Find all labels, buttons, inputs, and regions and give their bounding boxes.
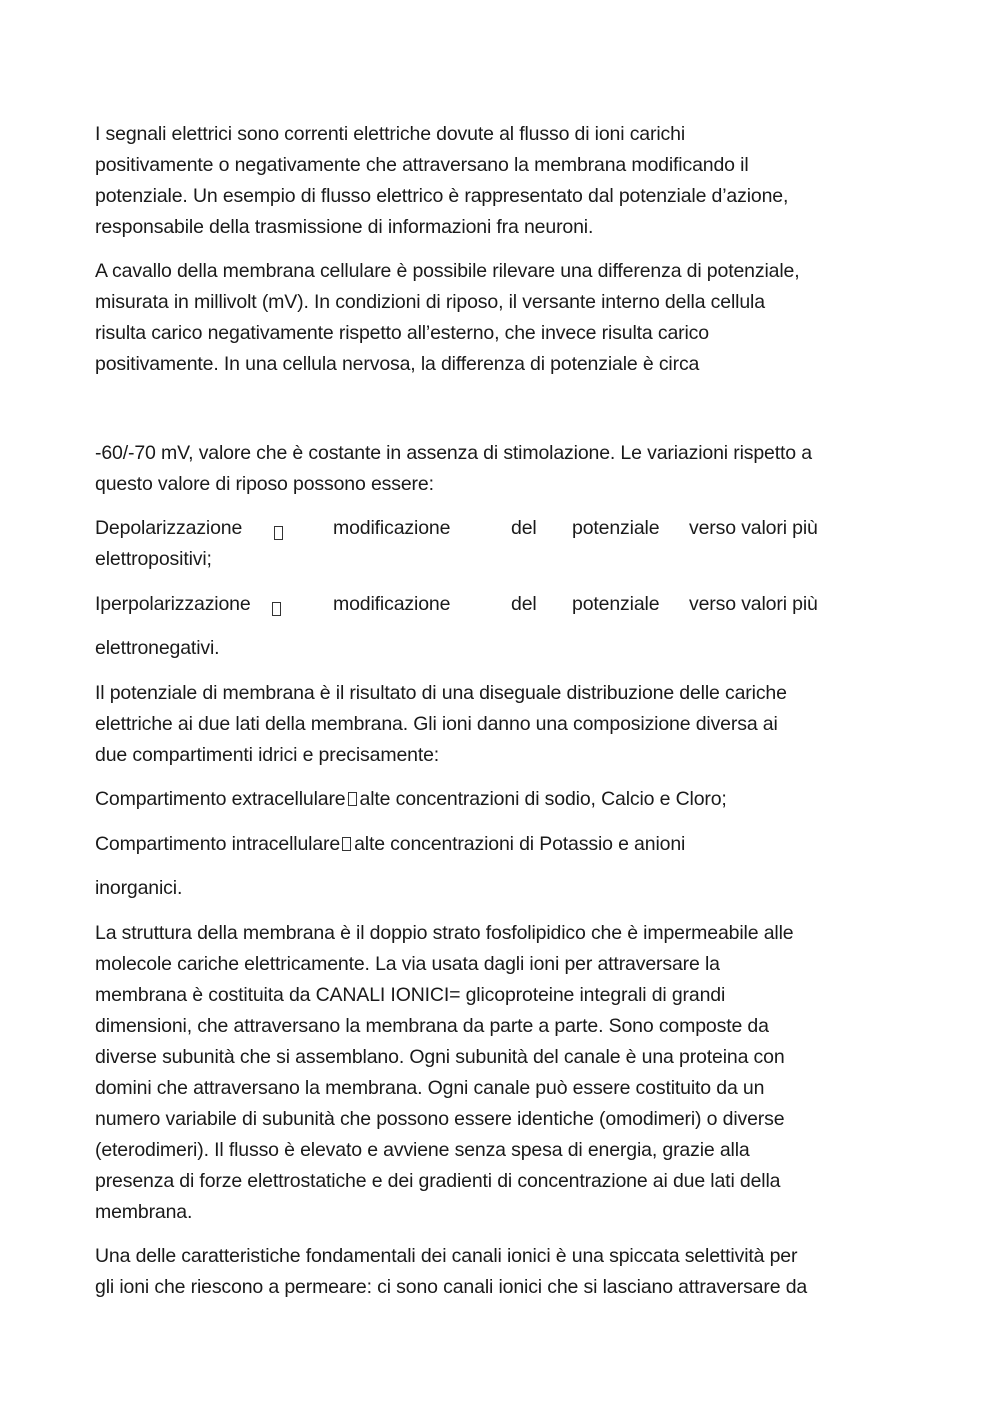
text-line: elettriche ai due lati della membrana. Gli ioni danno una composizione diversa ai [95,713,778,735]
text-line: positivamente o negativamente che attraversano la membrana modificando il [95,154,749,176]
compartment-term: Compartimento intracellulare [95,833,341,855]
text-line: risulta carico negativamente rispetto all’esterno, che invece risulta carico [95,322,709,344]
text-line: due compartimenti idrici e precisamente: [95,744,440,766]
arrow-glyph-icon [274,526,283,540]
text-line: potenziale. Un esempio di flusso elettrico è rappresentato dal potenziale d’azione, [95,185,789,207]
text-line: positivamente. In una cellula nervosa, la differenza di potenziale è circa [95,353,700,375]
text-line: La struttura della membrana è il doppio strato fosfolipidico che è impermeabile alle [95,922,794,944]
definition-word: modificazione [333,517,451,539]
arrow-glyph-icon [272,602,281,616]
text-line: gli ioni che riescono a permeare: ci sono canali ionici che si lasciano attraversare da [95,1276,808,1298]
text-line: dimensioni, che attraversano la membrana da parte a parte. Sono composte da [95,1015,769,1037]
text-line: numero variabile di subunità che possono essere identiche (omodimeri) o diverse [95,1108,785,1130]
text-line: diverse subunità che si assemblano. Ogni subunità del canale è una proteina con [95,1046,785,1068]
definition-word: verso valori più [689,517,818,539]
compartment-intracellular [95,832,685,856]
text-line: membrana è costituita da CANALI IONICI= glicoproteine integrali di grandi [95,984,726,1006]
arrow-glyph-icon [348,792,357,806]
compartment-description: alte concentrazioni di Potassio e anioni [354,833,686,855]
definition-word: del [511,593,537,615]
text-line: molecole cariche elettricamente. La via usata dagli ioni per attraversare la [95,953,720,975]
definition-word: verso valori più [689,593,818,615]
arrow-glyph-icon [342,837,351,851]
compartment-continuation: inorganici. [95,877,183,899]
definition-term: Iperpolarizzazione [95,593,251,615]
text-line: Una delle caratteristiche fondamentali dei canali ionici è una spiccata selettività per [95,1245,798,1267]
text-line: membrana. [95,1201,193,1223]
definition-word: potenziale [572,593,660,615]
compartment-term: Compartimento extracellulare [95,788,346,810]
text-line: questo valore di riposo possono essere: [95,473,434,495]
compartment-extracellular [95,787,727,811]
definition-word: potenziale [572,517,660,539]
text-line: Il potenziale di membrana è il risultato di una diseguale distribuzione delle cariche [95,682,787,704]
definition-continuation: elettropositivi; [95,548,212,570]
text-line: (eterodimeri). Il flusso è elevato e avviene senza spesa di energia, grazie alla [95,1139,750,1161]
text-line: -60/-70 mV, valore che è costante in assenza di stimolazione. Le variazioni rispetto a [95,442,812,464]
definition-term: Depolarizzazione [95,517,243,539]
text-line: domini che attraversano la membrana. Ogni canale può essere costituito da un [95,1077,765,1099]
definition-word: del [511,517,537,539]
compartment-description: alte concentrazioni di sodio, Calcio e Cloro; [359,788,727,810]
text-line: A cavallo della membrana cellulare è possibile rilevare una differenza di potenziale, [95,260,800,282]
text-line: misurata in millivolt (mV). In condizioni di riposo, il versante interno della cellula [95,291,765,313]
text-line: I segnali elettrici sono correnti elettriche dovute al flusso di ioni carichi [95,123,685,145]
definition-continuation: elettronegativi. [95,637,220,659]
text-line: presenza di forze elettrostatiche e dei gradienti di concentrazione ai due lati della [95,1170,781,1192]
text-line: responsabile della trasmissione di informazioni fra neuroni. [95,216,594,238]
definition-word: modificazione [333,593,451,615]
